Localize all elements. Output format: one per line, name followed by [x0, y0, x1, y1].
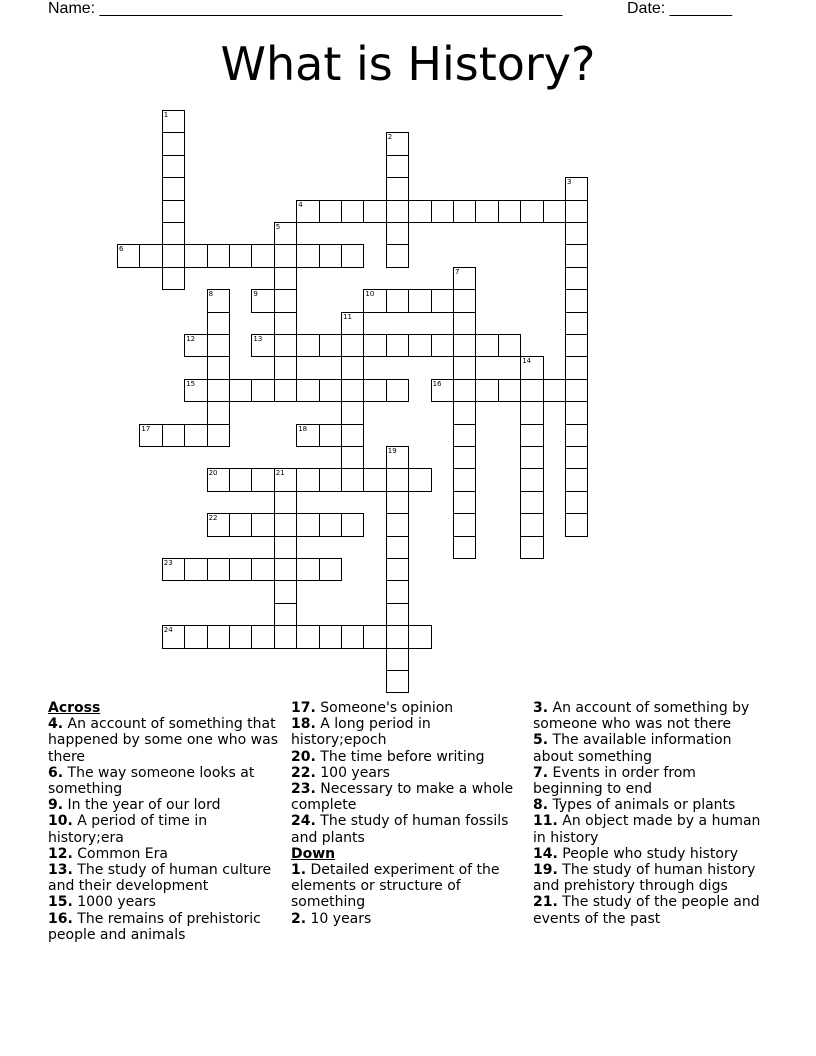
crossword-cell[interactable]	[565, 446, 588, 469]
crossword-cell[interactable]	[543, 379, 566, 402]
clue-item	[533, 862, 768, 894]
crossword-cell[interactable]	[386, 334, 409, 357]
clue-number: 12.	[48, 845, 73, 862]
crossword-cell[interactable]	[274, 334, 297, 357]
crossword-cell[interactable]	[565, 267, 588, 290]
crossword-cell[interactable]	[341, 401, 364, 424]
crossword-cell[interactable]	[386, 648, 409, 671]
crossword-cell[interactable]	[341, 200, 364, 223]
clue-item	[533, 894, 768, 926]
crossword-cell[interactable]	[341, 312, 364, 335]
crossword-cell[interactable]	[565, 244, 588, 267]
clue-text: Common Era	[72, 845, 168, 862]
cell-number: 15	[186, 379, 196, 388]
page-title: What is History?	[220, 37, 596, 91]
clue-item	[533, 813, 768, 845]
crossword-cell[interactable]	[319, 424, 342, 447]
crossword-cell[interactable]	[341, 513, 364, 536]
crossword-cell[interactable]	[162, 267, 185, 290]
crossword-cell[interactable]	[274, 267, 297, 290]
crossword-cell[interactable]	[475, 334, 498, 357]
crossword-cell[interactable]	[229, 513, 252, 536]
crossword-cell[interactable]	[207, 289, 230, 312]
clue-text: 100 years	[315, 764, 390, 781]
crossword-cell[interactable]	[229, 244, 252, 267]
crossword-cell[interactable]	[319, 558, 342, 581]
clue-text: Necessary to make a whole complete	[291, 781, 514, 814]
crossword-cell[interactable]	[520, 491, 543, 514]
clue-number: 24.	[291, 813, 316, 830]
clue-number: 15.	[48, 894, 73, 911]
clue-number: 5.	[533, 732, 549, 749]
clue-text: An account of something by someone who was not there	[533, 700, 750, 733]
clue-item	[291, 765, 521, 781]
crossword-cell[interactable]	[565, 222, 588, 245]
crossword-cell[interactable]	[498, 200, 521, 223]
clue-number: 6.	[48, 764, 64, 781]
cell-number: 14	[522, 357, 532, 366]
crossword-cell[interactable]	[341, 625, 364, 648]
clue-item	[48, 813, 278, 845]
crossword-cell[interactable]	[274, 222, 297, 245]
cell-number: 24	[163, 626, 173, 635]
clue-item	[48, 716, 278, 765]
crossword-cell[interactable]	[565, 289, 588, 312]
crossword-cell[interactable]	[207, 244, 230, 267]
clue-text: Detailed experiment of the elements or structure of something	[291, 862, 500, 911]
crossword-cell[interactable]	[565, 424, 588, 447]
clue-item	[533, 797, 768, 813]
clue-number: 2.	[291, 910, 307, 927]
clue-text: The way someone looks at something	[48, 764, 255, 798]
clue-item	[533, 765, 768, 797]
cell-number: 5	[275, 223, 281, 231]
clue-text: Someone's opinion	[315, 700, 454, 716]
crossword-cell[interactable]	[363, 289, 386, 312]
clue-item	[291, 749, 521, 765]
crossword-cell[interactable]	[453, 200, 476, 223]
cell-number: 8	[208, 290, 214, 299]
crossword-cell[interactable]	[274, 312, 297, 335]
clue-item	[48, 797, 278, 813]
cell-number: 9	[253, 290, 258, 299]
crossword-cell[interactable]	[274, 379, 297, 402]
crossword-cell[interactable]	[296, 513, 319, 536]
crossword-cell[interactable]	[453, 536, 476, 559]
clues-column-3	[533, 700, 768, 927]
crossword-cell[interactable]	[408, 468, 431, 491]
clue-text: Events in order from beginning to end	[533, 764, 696, 798]
crossword-cell[interactable]	[520, 446, 543, 469]
crossword-cell[interactable]	[184, 558, 207, 581]
crossword-cell[interactable]	[453, 446, 476, 469]
crossword-cell[interactable]	[274, 468, 297, 491]
crossword-cell[interactable]	[363, 625, 386, 648]
crossword-cell[interactable]	[251, 558, 274, 581]
cell-number: 2	[387, 133, 393, 142]
crossword-cell[interactable]	[162, 200, 185, 223]
clue-item	[291, 911, 521, 927]
crossword-cell[interactable]	[453, 424, 476, 447]
crossword-cell[interactable]	[229, 468, 252, 491]
clue-text: In the year of our lord	[63, 797, 221, 814]
crossword-cell[interactable]	[162, 244, 185, 267]
crossword-cell[interactable]	[431, 200, 454, 223]
crossword-cell[interactable]	[274, 558, 297, 581]
crossword-cell[interactable]	[207, 379, 230, 402]
crossword-cell[interactable]	[386, 379, 409, 402]
crossword-cell[interactable]	[408, 334, 431, 357]
crossword-cell[interactable]	[251, 244, 274, 267]
clue-text: The available information about something	[533, 732, 732, 765]
clues-column-2	[291, 700, 521, 927]
cell-number: 13	[253, 335, 263, 343]
crossword-cell[interactable]	[251, 468, 274, 491]
crossword-cell[interactable]	[363, 334, 386, 357]
crossword-cell[interactable]	[453, 401, 476, 424]
crossword-cell[interactable]	[386, 244, 409, 267]
clue-number: 17.	[291, 700, 316, 716]
cell-number: 10	[365, 290, 375, 299]
clue-text: 10 years	[306, 910, 372, 927]
crossword-cell[interactable]	[363, 379, 386, 402]
cell-number: 3	[567, 178, 572, 187]
crossword-cell[interactable]	[520, 424, 543, 447]
crossword-cell[interactable]	[319, 468, 342, 491]
crossword-cell[interactable]	[386, 446, 409, 469]
crossword-cell[interactable]	[520, 401, 543, 424]
crossword-cell[interactable]	[386, 536, 409, 559]
crossword-cell[interactable]	[207, 558, 230, 581]
crossword-cell[interactable]	[386, 468, 409, 491]
crossword-cell[interactable]	[162, 222, 185, 245]
crossword-cell[interactable]	[520, 536, 543, 559]
crossword-cell[interactable]	[274, 536, 297, 559]
crossword-cell[interactable]	[274, 625, 297, 648]
clue-item	[48, 911, 278, 943]
cell-number: 4	[298, 200, 303, 209]
clue-text: An object made by a human in history	[533, 813, 761, 846]
crossword-cell[interactable]	[386, 222, 409, 245]
crossword-cell[interactable]	[386, 289, 409, 312]
crossword-cell[interactable]	[139, 424, 162, 447]
cell-number: 18	[298, 424, 308, 433]
clue-item	[291, 700, 521, 716]
crossword-cell[interactable]	[386, 625, 409, 648]
across-heading: Across	[48, 700, 101, 716]
crossword-cell[interactable]	[184, 625, 207, 648]
crossword-cell[interactable]	[565, 334, 588, 357]
clues-column-1	[48, 700, 278, 943]
clue-number: 8.	[533, 797, 549, 814]
clue-text: A period of time in history;era	[48, 813, 208, 846]
clue-number: 22.	[291, 764, 316, 781]
crossword-cell[interactable]	[498, 379, 521, 402]
clue-number: 19.	[533, 862, 558, 879]
crossword-cell[interactable]	[207, 513, 230, 536]
clue-text: A long period in history;epoch	[291, 716, 431, 749]
crossword-cell[interactable]	[453, 312, 476, 335]
crossword-cell[interactable]	[453, 379, 476, 402]
cell-number: 11	[343, 312, 352, 321]
crossword-cell[interactable]	[475, 200, 498, 223]
crossword-cell[interactable]	[296, 379, 319, 402]
crossword-cell[interactable]	[408, 200, 431, 223]
cell-number: 23	[163, 559, 173, 567]
crossword-cell[interactable]	[408, 625, 431, 648]
cell-number: 21	[275, 469, 285, 478]
crossword-cell[interactable]	[274, 244, 297, 267]
crossword-cell[interactable]	[296, 424, 319, 447]
crossword-cell[interactable]	[162, 177, 185, 200]
crossword-cell[interactable]	[363, 468, 386, 491]
date-field-label: Date: _______	[627, 0, 732, 17]
clue-number: 4.	[48, 716, 64, 733]
crossword-cell[interactable]	[386, 200, 409, 223]
crossword-cell[interactable]	[229, 625, 252, 648]
clue-text: An account of something that happened by some one who was there	[48, 716, 279, 765]
clue-text: The study of the people and events of the past	[533, 894, 760, 927]
crossword-cell[interactable]	[431, 289, 454, 312]
crossword-cell[interactable]	[453, 289, 476, 312]
crossword-cell[interactable]	[453, 491, 476, 514]
crossword-cell[interactable]	[341, 244, 364, 267]
crossword-cell[interactable]	[207, 312, 230, 335]
crossword-cell[interactable]	[386, 513, 409, 536]
clue-item	[291, 781, 521, 813]
crossword-cell[interactable]	[274, 580, 297, 603]
crossword-cell[interactable]	[453, 356, 476, 379]
crossword-cell[interactable]	[543, 200, 566, 223]
clue-item	[48, 894, 278, 910]
crossword-cell[interactable]	[386, 558, 409, 581]
clue-item	[48, 765, 278, 797]
crossword-cell[interactable]	[453, 468, 476, 491]
crossword-cell[interactable]	[363, 200, 386, 223]
crossword-cell[interactable]	[184, 244, 207, 267]
clue-text: The remains of prehistoric people and animals	[48, 910, 261, 943]
cell-number: 19	[387, 447, 397, 455]
cell-number: 7	[455, 267, 460, 276]
cell-number: 1	[163, 111, 169, 119]
crossword-cell[interactable]	[162, 558, 185, 581]
crossword-cell[interactable]	[162, 625, 185, 648]
clue-item	[291, 716, 521, 748]
crossword-cell[interactable]	[565, 468, 588, 491]
clue-item	[533, 700, 768, 732]
clue-text: The study of human fossils and plants	[291, 813, 509, 846]
crossword-cell[interactable]	[565, 491, 588, 514]
crossword-cell[interactable]	[207, 625, 230, 648]
clue-item	[48, 862, 278, 894]
crossword-cell[interactable]	[207, 424, 230, 447]
crossword-cell[interactable]	[207, 334, 230, 357]
crossword-cell[interactable]	[520, 200, 543, 223]
crossword-cell[interactable]	[296, 244, 319, 267]
cell-number: 17	[141, 424, 151, 433]
crossword-cell[interactable]	[296, 558, 319, 581]
crossword-cell[interactable]	[498, 334, 521, 357]
crossword-cell[interactable]	[319, 244, 342, 267]
crossword-cell[interactable]	[162, 132, 185, 155]
crossword-cell[interactable]	[386, 132, 409, 155]
crossword-cell[interactable]	[319, 379, 342, 402]
crossword-cell[interactable]	[274, 356, 297, 379]
cell-number: 20	[208, 469, 218, 478]
crossword-cell[interactable]	[251, 379, 274, 402]
crossword-cell[interactable]	[386, 155, 409, 178]
crossword-cell[interactable]	[319, 200, 342, 223]
crossword-cell[interactable]	[341, 424, 364, 447]
clue-text: People who study history	[557, 845, 738, 862]
crossword-cell[interactable]	[386, 491, 409, 514]
crossword-cell[interactable]	[162, 155, 185, 178]
crossword-cell[interactable]	[408, 289, 431, 312]
crossword-cell[interactable]	[319, 513, 342, 536]
crossword-cell[interactable]	[274, 513, 297, 536]
crossword-cell[interactable]	[475, 379, 498, 402]
crossword-cell[interactable]	[274, 289, 297, 312]
clue-text: The study of human culture and their development	[48, 862, 272, 895]
cell-number: 22	[208, 514, 218, 523]
crossword-cell[interactable]	[453, 267, 476, 290]
crossword-cell[interactable]	[319, 625, 342, 648]
clue-text: Types of animals or plants	[548, 797, 736, 814]
crossword-cell[interactable]	[251, 513, 274, 536]
clue-item	[291, 862, 521, 911]
clue-item	[533, 732, 768, 764]
cell-number: 16	[432, 379, 442, 388]
crossword-cell[interactable]	[296, 468, 319, 491]
crossword-cell[interactable]	[251, 625, 274, 648]
crossword-cell[interactable]	[453, 513, 476, 536]
crossword-cell[interactable]	[229, 558, 252, 581]
crossword-cell[interactable]	[520, 513, 543, 536]
crossword-cell[interactable]	[386, 603, 409, 626]
crossword-cell[interactable]	[565, 513, 588, 536]
crossword-cell[interactable]	[386, 670, 409, 693]
clue-number: 20.	[291, 748, 316, 765]
crossword-cell[interactable]	[184, 379, 207, 402]
crossword-cell[interactable]	[520, 379, 543, 402]
clue-number: 3.	[533, 700, 549, 716]
clue-number: 23.	[291, 781, 316, 798]
clue-text: The study of human history and prehistory through digs	[533, 862, 756, 895]
crossword-cell[interactable]	[453, 334, 476, 357]
crossword-cell[interactable]	[229, 379, 252, 402]
clue-item	[48, 846, 278, 862]
crossword-cell[interactable]	[207, 401, 230, 424]
crossword-cell[interactable]	[341, 446, 364, 469]
crossword-cell[interactable]	[184, 334, 207, 357]
crossword-cell[interactable]	[565, 401, 588, 424]
crossword-cell[interactable]	[520, 356, 543, 379]
crossword-cell[interactable]	[296, 200, 319, 223]
crossword-cell[interactable]	[386, 580, 409, 603]
clue-text: 1000 years	[72, 894, 156, 911]
crossword-cell[interactable]	[565, 312, 588, 335]
crossword-cell[interactable]	[296, 625, 319, 648]
clue-text: The time before writing	[315, 748, 485, 765]
clue-number: 7.	[533, 764, 549, 781]
cell-number: 12	[186, 335, 196, 343]
crossword-cell[interactable]	[565, 379, 588, 402]
crossword-cell[interactable]	[431, 334, 454, 357]
crossword-cell[interactable]	[184, 424, 207, 447]
crossword-cell[interactable]	[274, 603, 297, 626]
crossword-cell[interactable]	[162, 110, 185, 133]
crossword-cell[interactable]	[207, 356, 230, 379]
clue-number: 18.	[291, 716, 316, 733]
crossword-cell[interactable]	[117, 244, 140, 267]
crossword-cell[interactable]	[341, 379, 364, 402]
clue-item	[291, 813, 521, 845]
clue-number: 13.	[48, 862, 73, 879]
clue-number: 16.	[48, 910, 73, 927]
crossword-cell[interactable]	[565, 177, 588, 200]
clue-number: 10.	[48, 813, 73, 830]
crossword-cell[interactable]	[341, 334, 364, 357]
crossword-cell[interactable]	[162, 424, 185, 447]
crossword-cell[interactable]	[386, 177, 409, 200]
clue-number: 9.	[48, 797, 64, 814]
crossword-cell[interactable]	[296, 334, 319, 357]
crossword-cell[interactable]	[565, 356, 588, 379]
name-field-label: Name: ____________________________________________________	[48, 0, 563, 17]
crossword-cell[interactable]	[565, 200, 588, 223]
crossword-cell[interactable]	[251, 289, 274, 312]
crossword-cell[interactable]	[341, 468, 364, 491]
crossword-cell[interactable]	[251, 334, 274, 357]
crossword-cell[interactable]	[520, 468, 543, 491]
down-heading: Down	[291, 845, 336, 862]
crossword-cell[interactable]	[207, 468, 230, 491]
crossword-cell[interactable]	[341, 356, 364, 379]
crossword-cell[interactable]	[431, 379, 454, 402]
crossword-cell[interactable]	[274, 491, 297, 514]
clue-number: 21.	[533, 894, 558, 911]
clue-number: 1.	[291, 862, 307, 879]
clue-number: 14.	[533, 845, 558, 862]
clue-item	[533, 846, 768, 862]
clue-number: 11.	[533, 813, 558, 830]
cell-number: 6	[119, 245, 124, 254]
crossword-cell[interactable]	[319, 334, 342, 357]
crossword-cell[interactable]	[139, 244, 162, 267]
